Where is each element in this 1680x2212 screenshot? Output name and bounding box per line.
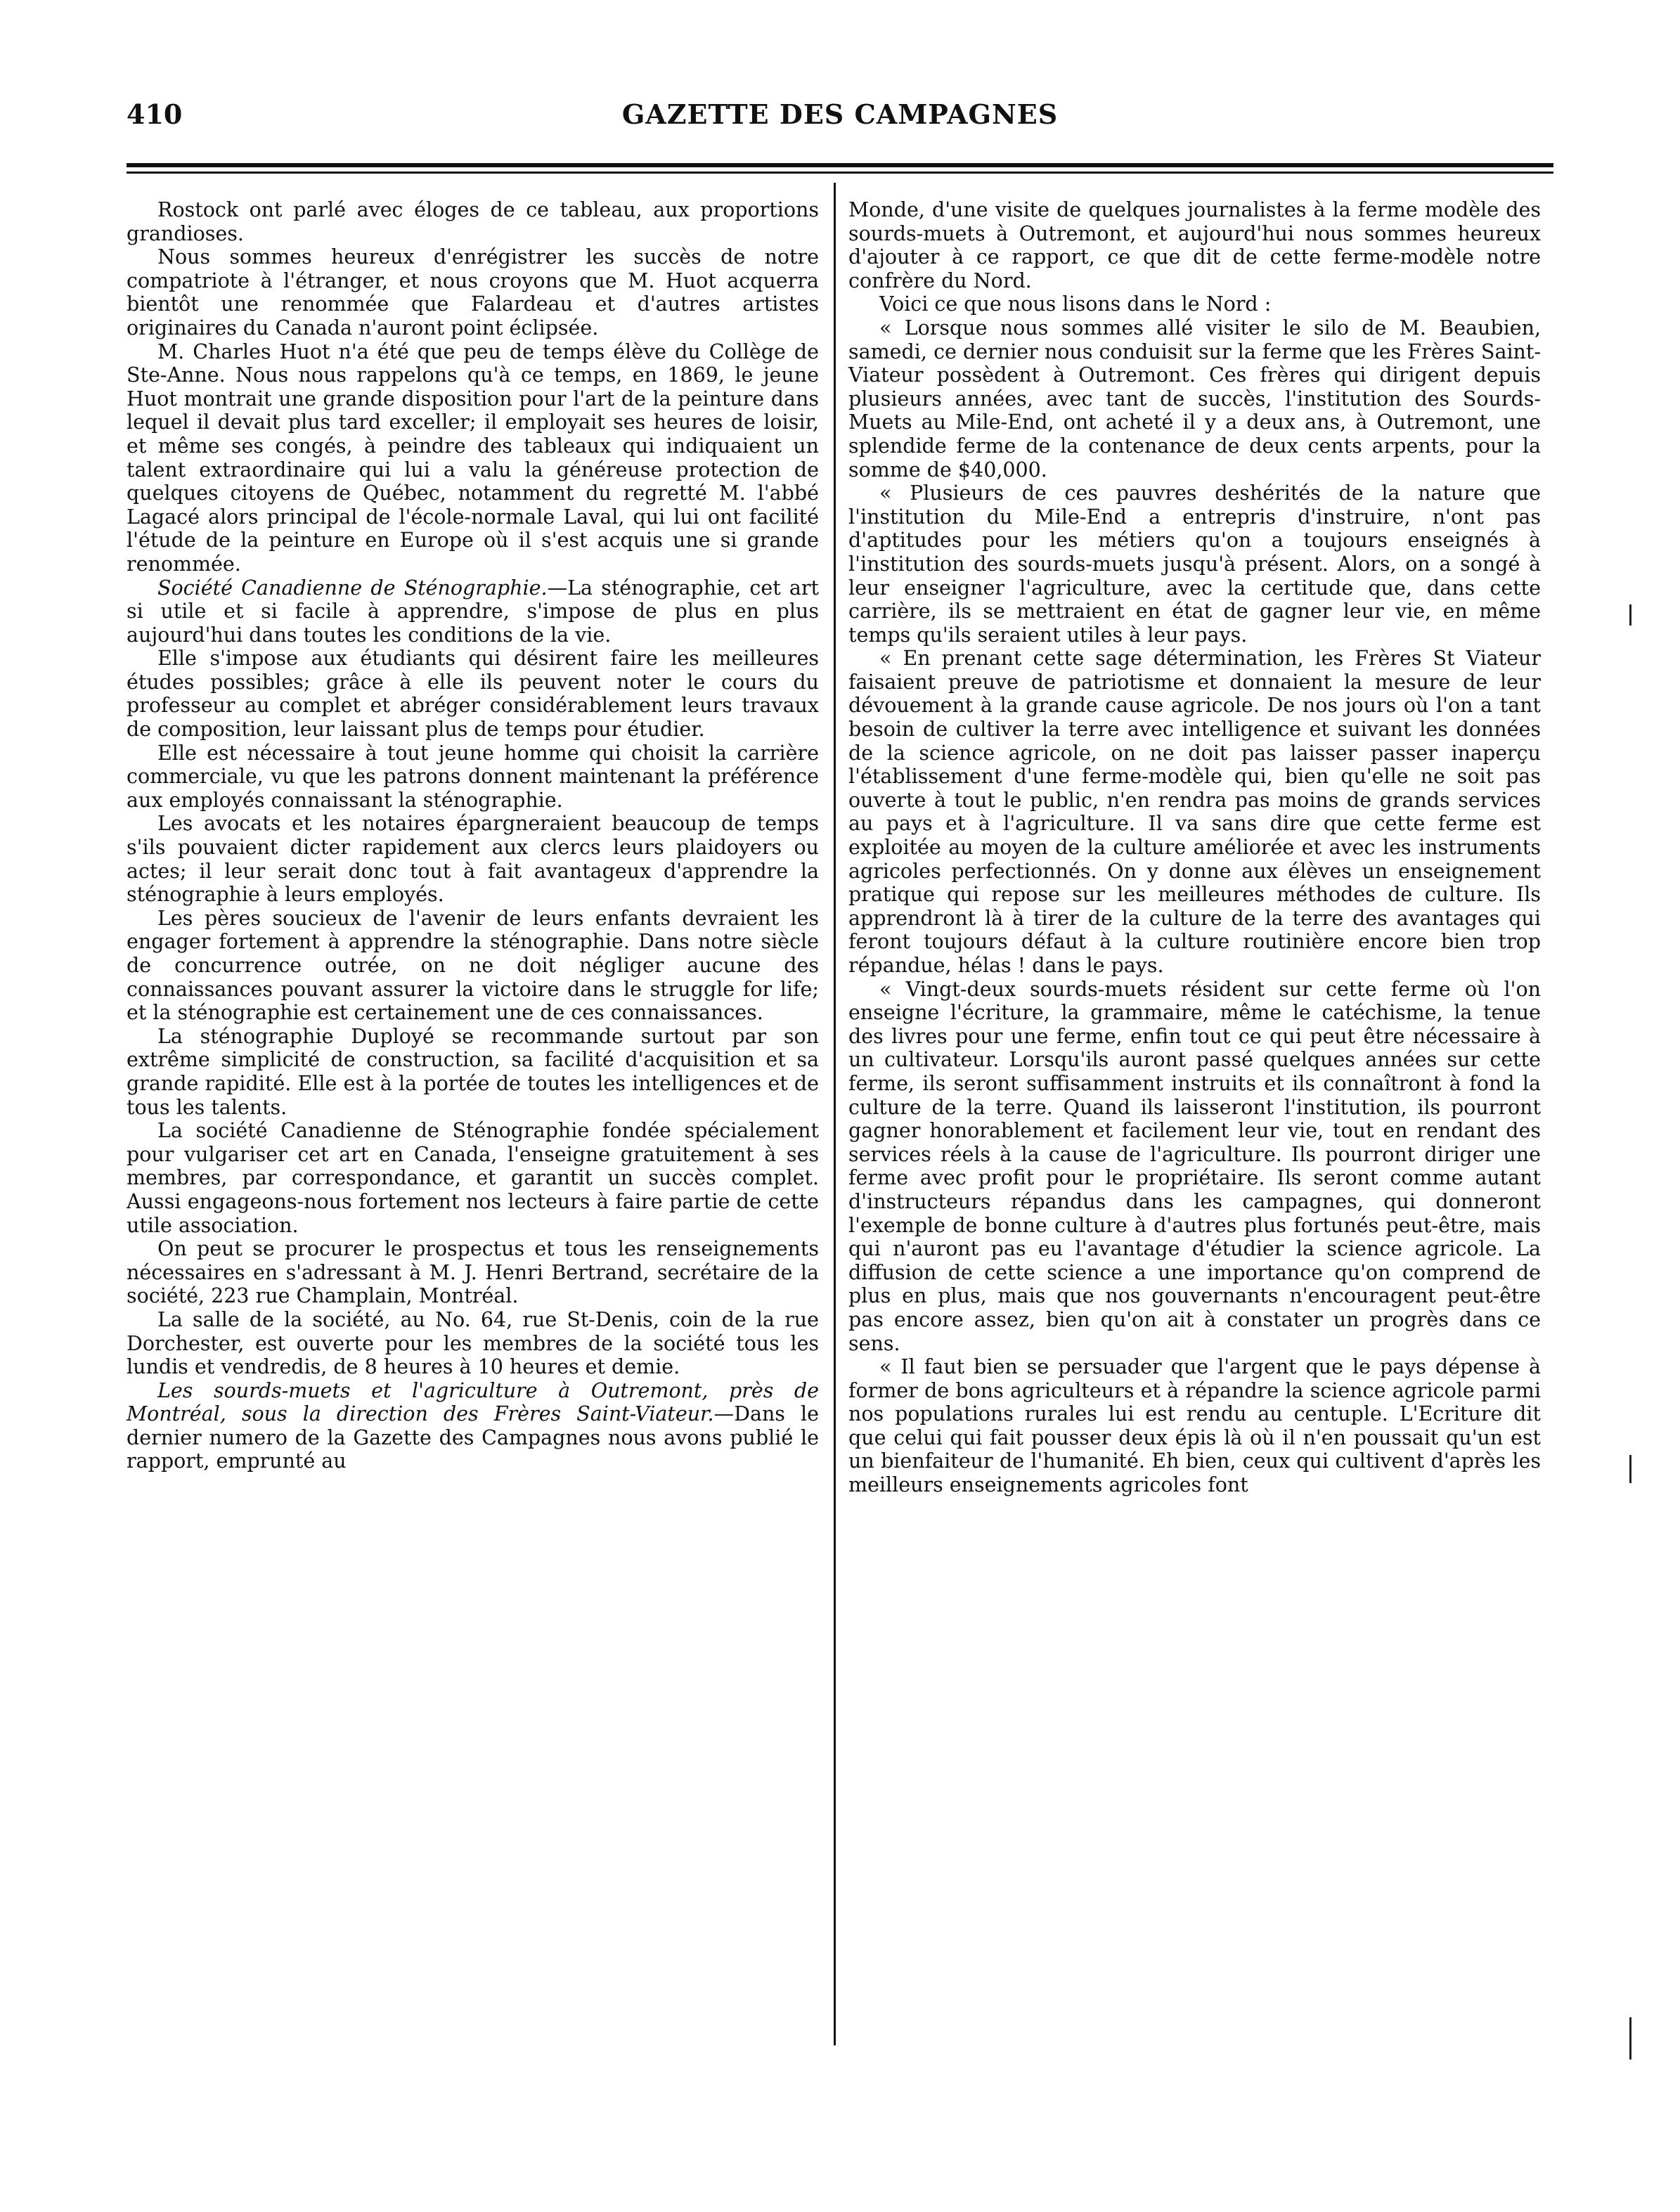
margin-mark: [1629, 604, 1631, 626]
paragraph: [127, 907, 819, 1025]
paragraph-text: La sténographie Duployé se recommande surtout par son extrême simplicité de construction, sa facilité d'acquisition et sa grande rapidité. Elle est à la portée de toutes les intelligences et de tous les talents.: [127, 1024, 819, 1119]
page-header: [127, 98, 1553, 141]
paragraph-text: Les pères soucieux de l'avenir de leurs enfants devraient les engager fortement à apprendre la sténographie. Dans notre siècle de concurrence outrée, on ne doit négliger aucune des connaissances pouvant assurer la victoire dans le struggle for life; et la sténographie est certainement une de ces connaissances.: [127, 906, 819, 1025]
paragraph-text: Elle s'impose aux étudiants qui désirent faire les meilleures études possibles; grâce à elle ils peuvent noter le cours du professeur au complet et abréger considérablement leurs travaux de composition, leur laissant plus de temps pour étudier.: [127, 647, 819, 742]
paragraph-text: On peut se procurer le prospectus et tous les renseignements nécessaires en s'adressant à M. J. Henri Bertrand, secrétaire de la société, 223 rue Champlain, Montréal.: [127, 1237, 819, 1308]
paragraph-text: « En prenant cette sage détermination, les Frères St Viateur faisaient preuve de patriotisme et donnaient la mesure de leur dévouement à la grande cause agricole. De nos jours où l'on a tant besoin de cultiver la terre avec intelligence et suivant les données de la science agricole, on ne doit pas laisser passer inaperçu l'établissement d'une ferme-modèle qui, bien qu'elle ne soit pas ouverte à tout le public, n'en rendra pas moins de grands services au pays et à l'agriculture. Il va sans dire que cette ferme est exploitée au moyen de la culture améliorée et avec les instruments agricoles perfectionnés. On y donne aux élèves un enseignement pratique qui repose sur les meilleures méthodes de culture. Ils apprendront là à tirer de la culture de la terre des avantages qui feront toujours défaut à la culture routinière encore bien trop répandue, hélas ! dans le pays.: [848, 647, 1541, 977]
paragraph-text: « Il faut bien se persuader que l'argent que le pays dépense à former de bons agriculteurs et à répandre la science agricole parmi nos populations rurales lui est rendu au centuple. L'Ecriture dit que celui qui fait pousser deux épis là où il n'en poussait qu'un est un bienfaiteur de l'humanité. Eh bien, ceux qui cultivent d'après les meilleurs enseignements agricoles font: [848, 1355, 1541, 1497]
margin-mark: [1629, 2017, 1631, 2059]
left-column: [127, 198, 819, 1473]
paragraph-text: La société Canadienne de Sténographie fondée spécialement pour vulgariser cet art en Canada, l'enseigne gratuitement à ses membres, par correspondance, et garantit un succès complet. Aussi engageons-nous fortement nos lecteurs à faire partie de cette utile association.: [127, 1119, 819, 1237]
paragraph: [848, 292, 1541, 316]
header-rule: [127, 163, 1553, 167]
paragraph-text: Elle est nécessaire à tout jeune homme qui choisit la carrière commerciale, vu que les patrons donnent maintenant la préférence aux employés connaissant la sténographie.: [127, 741, 819, 812]
paragraph: [127, 245, 819, 339]
paragraph-text: Rostock ont parlé avec éloges de ce tableau, aux proportions grandioses.: [127, 198, 819, 245]
paragraph: [127, 1237, 819, 1308]
paragraph: [127, 647, 819, 741]
margin-mark: [1629, 1455, 1631, 1483]
paragraph-text: Monde, d'une visite de quelques journalistes à la ferme modèle des sourds-muets à Outremont, et aujourd'hui nous sommes heureux d'ajouter à ce rapport, ce que dit de cette ferme-modèle notre confrère du Nord.: [848, 198, 1541, 292]
paragraph-text: Nous sommes heureux d'enrégistrer les succès de notre compatriote à l'étranger, et nous croyons que M. Huot acquerra bientôt une renommée que Falardeau et d'autres artistes originaires du Canada n'auront point éclipsée.: [127, 245, 819, 339]
paragraph-text: « Plusieurs de ces pauvres deshérités de la nature que l'institution du Mile-End a entrepris d'instruire, n'ont pas d'aptitudes pour les métiers qu'on a toujours enseignés à l'institution des sourds-muets jusqu'à présent. Alors, on a songé à leur enseigner l'agriculture, avec la certitude que, dans cette carrière, ils se mettraient en état de gagner leur vie, en même temps qu'ils seraient utiles à leur pays.: [848, 481, 1541, 647]
paragraph-text: La salle de la société, au No. 64, rue St-Denis, coin de la rue Dorchester, est ouverte pour les membres de la société tous les lundis et vendredis, de 8 heures à 10 heures et demie.: [127, 1307, 819, 1379]
paragraph: [127, 742, 819, 813]
paragraph-text: M. Charles Huot n'a été que peu de temps élève du Collège de Ste-Anne. Nous nous rappelons qu'à ce temps, en 1869, le jeune Huot montrait une grande disposition pour l'art de la peinture dans lequel il devait plus tard exceller; il employait ses heures de loisir, et même ses congés, à peindre des tableaux qui indiquaient un talent extraordinaire qui lui a valu la généreuse protection de quelques citoyens de Québec, notamment du regretté M. l'abbé Lagacé alors principal de l'école-normale Laval, qui lui ont facilité l'étude de la peinture en Europe où il s'est acquis une si grande renommée.: [127, 339, 819, 576]
section-heading: Société Canadienne de Sténographie.: [157, 576, 548, 600]
paragraph-text: Voici ce que nous lisons dans le Nord :: [879, 292, 1272, 316]
paragraph: [127, 1308, 819, 1379]
running-title: GAZETTE DES CAMPAGNES: [621, 98, 1059, 130]
column-divider: [834, 183, 836, 2045]
paragraph-text: —Dans le dernier numero de la Gazette des Campagnes nous avons publié le rapport, emprunté au: [127, 1402, 819, 1473]
paragraph: [848, 481, 1541, 647]
paragraph: [848, 198, 1541, 292]
paragraph: [848, 316, 1541, 481]
paragraph-text: Les avocats et les notaires épargneraient beaucoup de temps s'ils pouvaient dicter rapidement aux clercs leurs plaidoyers ou actes; il leur serait donc tout à fait avantageux d'apprendre la sténographie à leurs employés.: [127, 812, 819, 907]
paragraph-text: « Lorsque nous sommes allé visiter le silo de M. Beaubien, samedi, ce dernier nous conduisit sur la ferme que les Frères Saint-Viateur possèdent à Outremont. Ces frères qui dirigent depuis plusieurs années, avec tant de succès, l'institution des Sourds-Muets au Mile-End, ont acheté il y a deux ans, à Outremont, une splendide ferme de la contenance de deux cents arpents, pour la somme de $40,000.: [848, 316, 1541, 481]
paragraph: [127, 1379, 819, 1473]
paragraph: [127, 340, 819, 576]
paragraph: [127, 576, 819, 647]
paragraph-text: —La sténographie, cet art si utile et si facile à apprendre, s'impose de plus en plus aujourd'hui dans toutes les conditions de la vie.: [127, 576, 819, 647]
section-heading: Les sourds-muets et l'agriculture à Outremont, près de Montréal, sous la direction des Frères Saint-Viateur.: [127, 1378, 819, 1426]
paragraph: [848, 978, 1541, 1356]
paragraph: [127, 1119, 819, 1237]
right-column: [848, 198, 1541, 1497]
paragraph: [848, 647, 1541, 977]
paragraph: [127, 812, 819, 906]
page-number: 410: [127, 98, 183, 130]
paragraph-text: « Vingt-deux sourds-muets résident sur cette ferme où l'on enseigne l'écriture, la grammaire, même le catéchisme, la tenue des livres pour une ferme, enfin tout ce qui peut être nécessaire à un cultivateur. Lorsqu'ils auront passé quelques années sur cette ferme, ils seront suffisamment instruits et ils connaîtront à fond la culture de la terre. Quand ils laisseront l'institution, ils pourront gagner honorablement et facilement leur vie, tout en rendant des services réels à la cause de l'agriculture. Ils pourront diriger une ferme avec profit pour le propriétaire. Ils seront comme autant d'instructeurs répandus dans les campagnes, qui donneront l'exemple de bonne culture à d'autres plus fortunés peut-être, mais qui n'auront pas eu l'avantage d'étudier la science agricole. La diffusion de cette science a une importance qu'on comprend de plus en plus, mais que nos gouvernants n'encouragent peut-être pas encore assez, bien qu'on ait à constater un progrès dans ce sens.: [848, 977, 1541, 1355]
paragraph: [127, 198, 819, 245]
header-rule-thin: [127, 172, 1553, 174]
paragraph: [127, 1025, 819, 1119]
paragraph: [848, 1355, 1541, 1497]
